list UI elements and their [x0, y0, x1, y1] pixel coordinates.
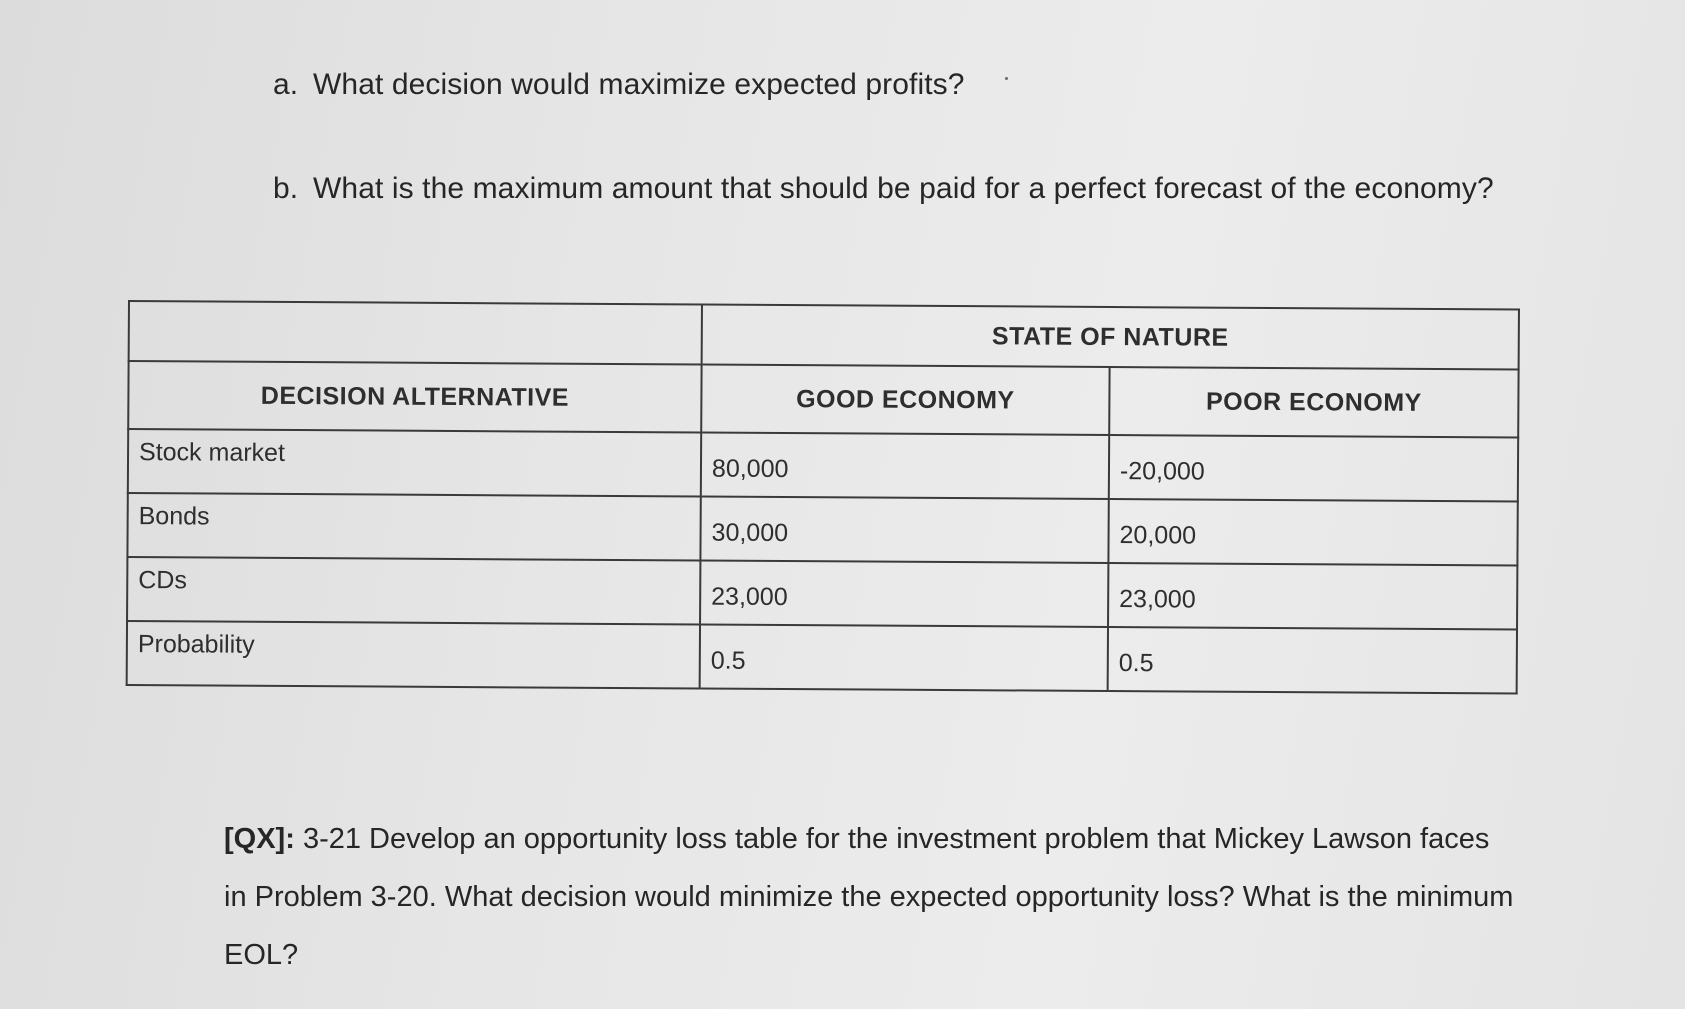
poor-economy-cell: 23,000 — [1108, 563, 1517, 629]
row-label: Stock market — [128, 429, 701, 496]
table-row — [127, 493, 1517, 565]
table-column-header-row — [128, 361, 1518, 437]
question-b — [273, 172, 1494, 206]
poor-economy-header: POOR ECONOMY — [1109, 367, 1518, 437]
table-row — [128, 429, 1518, 501]
decision-alternative-header: DECISION ALTERNATIVE — [128, 361, 701, 432]
good-economy-header: GOOD ECONOMY — [701, 365, 1109, 435]
question-a-marker: a. — [273, 68, 299, 101]
poor-economy-cell: 0.5 — [1108, 627, 1517, 693]
table-group-header-row — [129, 301, 1519, 369]
table-row — [127, 557, 1517, 629]
good-economy-cell: 80,000 — [701, 433, 1109, 499]
good-economy-cell: 0.5 — [700, 625, 1108, 691]
payoff-table — [126, 300, 1520, 694]
question-a — [273, 68, 965, 102]
row-label: Probability — [127, 621, 700, 688]
poor-economy-cell: -20,000 — [1109, 435, 1518, 501]
question-tag: [QX]: — [224, 823, 295, 855]
question-a-text: What decision would maximize expected profits? — [313, 68, 965, 101]
poor-economy-cell: 20,000 — [1108, 499, 1517, 565]
follow-up-question — [224, 810, 1514, 984]
row-label: Bonds — [127, 493, 700, 560]
good-economy-cell: 30,000 — [700, 497, 1108, 563]
table-empty-corner — [129, 301, 702, 364]
question-b-marker: b. — [273, 172, 299, 205]
follow-up-question-text: 3-21 Develop an opportunity loss table for the investment problem that Mickey Lawson faces in Problem 3-20. What decision would minimize the expected opportunity loss? What is the minimum EOL? — [224, 823, 1514, 971]
good-economy-cell: 23,000 — [700, 561, 1108, 627]
payoff-table-container — [126, 300, 1518, 694]
question-b-text: What is the maximum amount that should be paid for a perfect forecast of the economy? — [313, 172, 1494, 205]
state-of-nature-header: STATE OF NATURE — [702, 305, 1519, 370]
paper-speck — [1005, 77, 1008, 80]
row-label: CDs — [127, 557, 700, 624]
table-row — [127, 621, 1517, 693]
